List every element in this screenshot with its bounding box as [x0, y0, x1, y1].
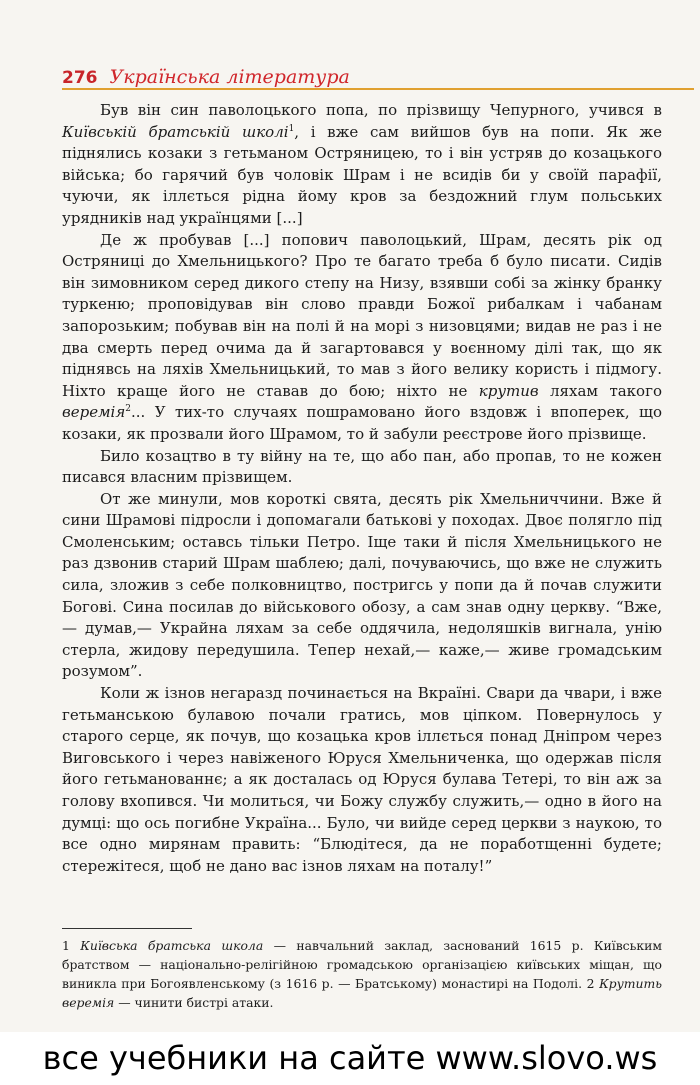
header-rule: [62, 88, 694, 90]
paragraph-3: Било козацтво в ту війну на те, що або пан, або пропав, то не кожен писався власним прізвищем.: [62, 446, 662, 487]
italic-word-krutyv: крутив: [478, 381, 539, 400]
footnote-term-2: Крутить веремія: [62, 976, 662, 1010]
footnotes: [62, 936, 662, 1012]
book-title: Українська література: [109, 66, 350, 88]
paragraph-5: Коли ж ізнов негаразд починається на Вкраїні. Свари да чвари, і вже гетьманською булавою почали гратись, мов ціпком. Повернулось у старого серце, як почув, що козацька кров іллється понад Дніпром через Виговського і через навіженого Юруся Хмельниченка, що одержав після його гетьманованнє; а як досталась од Юруся булава Тетері, то він аж за голову вхопився. Чи молиться, чи Божу службу служить,— одно в його на думці: що ось погибне Україна... Було, чи вийде серед церкви з наукою, то все одно мирянам править: “Блюдітеся, да не поработщенні будете; стережітеся, щоб не дано вас ізнов ляхам на поталу!”: [62, 684, 662, 875]
footnote-text-1: — навчальний заклад, заснований 1615 р. Київським братством — національно-релігійною громадською організацією київських міщан, що виникла при Богоявленському (з 1616 р. — Братському) монастирі на Подолі.: [62, 938, 662, 991]
footnote-text-2: — чинити бистрі атаки.: [114, 995, 274, 1010]
footnote-number-2: 2: [586, 976, 600, 991]
paragraph-1: Був він син паволоцького попа, по прізвищу Чепурного, учився в Київській братській школі$^1$, і вже сам вийшов був на попи. Як же піднялись козаки з гетьманом Остряницею, то і він устряв до козацького війська; бо гарячий був чоловік Шрам і не всидів би у своїй парафії, чуючи, як іллється рідна йому кров за бездожний глум польських урядників над українцями [...]: [62, 101, 662, 227]
footnote-rule: [62, 928, 192, 929]
footnote-marker-1: 1: [288, 123, 295, 134]
page-header: [62, 56, 694, 88]
footnote-number-1: 1: [62, 938, 81, 953]
site-watermark: все учебники на сайте www.slovo.ws: [0, 1032, 700, 1085]
footnote-marker-2: 2: [125, 404, 131, 415]
footnote-ref-term-1: Київській братській школі: [62, 122, 289, 141]
main-text: [62, 100, 662, 877]
footnote-ref-term-2: веремія: [62, 403, 126, 422]
footnote-term-1: Київська братська школа: [80, 938, 264, 953]
paragraph-2: Де ж пробував [...] попович паволоцький, Шрам, десять рік од Остряниці до Хмельницького? Про те багато треба б було писати. Сидів він зимовником серед дикого степу на Низу, взявши собі за жінку бранку туркеню; проповідував він слово правди Божої рибалкам і чабанам запорозьким; побував він на полі й на морі з низовцями; видав не раз і не два смерть перед очима да й загартовався у воєнному ділі так, що як піднявсь на ляхів Хмельницький, то мав з його велику користь і підмогу. Ніхто краще його не ставав до бою; ніхто не крутив ляхам такого веремія$^2$... У тих-то случаях пошрамовано його вздовж і впоперек, що козаки, як прозвали його Шрамом, то й забули реєстрове його прізвище.: [62, 230, 662, 443]
paragraph-4: От же минули, мов короткі свята, десять рік Хмельниччини. Вже й сини Шрамові підросли і допомагали батькові у походах. Двоє полягло під Смоленським; оставсь тільки Петро. Іще таки й після Хмельницького не раз дзвонив старий Шрам шаблею; далі, почуваючись, що вже не служить сила, зложив з себе полковництво, постригсь у попи да й почав служити Богові. Сина посилав до військового обозу, а сам знав одну церкву. “Вже,— думав,— Украйна ляхам за себе оддячила, недоляшків вигнала, унію стерла, жидову передушила. Тепер нехай,— каже,— живе громадським розумом”.: [62, 489, 662, 681]
page-number: 276: [62, 68, 98, 88]
